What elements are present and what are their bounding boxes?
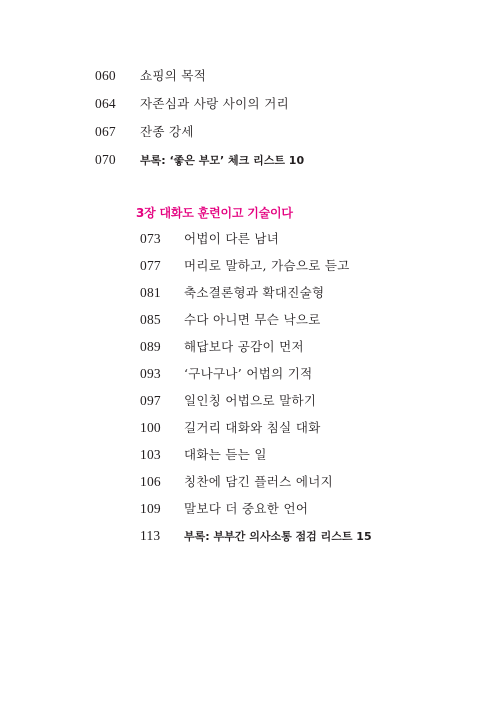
toc-page-number: 093 [140,366,161,381]
toc-page-number: 100 [140,420,161,435]
chapter-heading: 3장 대화도 훈련이고 기술이다 [136,206,293,220]
toc-entry-title: 잔종 강세 [140,124,194,139]
toc-page-number: 113 [140,528,161,543]
toc-page-number: 085 [140,312,161,327]
toc-page-number: 070 [95,152,116,167]
toc-page-number: 081 [140,285,161,300]
toc-page-number: 109 [140,501,161,516]
toc-page-number: 106 [140,474,161,489]
toc-page-number: 097 [140,393,161,408]
toc-entry-title: 부록: ‘좋은 부모’ 체크 리스트 10 [140,154,305,167]
toc-page-number: 073 [140,231,161,246]
toc-entry-title: 어법이 다른 남녀 [184,231,280,246]
toc-page-number: 064 [95,96,116,111]
toc-entry-title: 쇼핑의 목적 [140,68,207,83]
toc-page-number: 089 [140,339,161,354]
toc-page-number: 060 [95,68,116,83]
toc-entry-title: 자존심과 사랑 사이의 거리 [140,96,289,111]
toc-entry-title: 축소결론형과 확대진술형 [184,285,325,300]
toc-page-number: 077 [140,258,161,273]
toc-entry-title: 일인칭 어법으로 말하기 [184,393,317,408]
toc-entry-title: 부록: 부부간 의사소통 점검 리스트 15 [184,530,372,543]
toc-entry-title: 길거리 대화와 침실 대화 [184,420,321,435]
toc-entry-title: 대화는 듣는 일 [184,447,267,462]
toc-entry-title: 해답보다 공감이 먼저 [184,339,304,354]
toc-entry-title: 말보다 더 중요한 언어 [184,501,309,516]
toc-entry-title: 수다 아니면 무슨 낙으로 [184,312,321,327]
toc-entry-title: 머리로 말하고, 가슴으로 듣고 [184,258,350,273]
toc-entry-title: ‘구나구나’ 어법의 기적 [184,366,313,381]
toc-entry-title: 칭찬에 담긴 플러스 에너지 [184,474,333,489]
toc-page-number: 103 [140,447,161,462]
toc-page-number: 067 [95,124,116,139]
